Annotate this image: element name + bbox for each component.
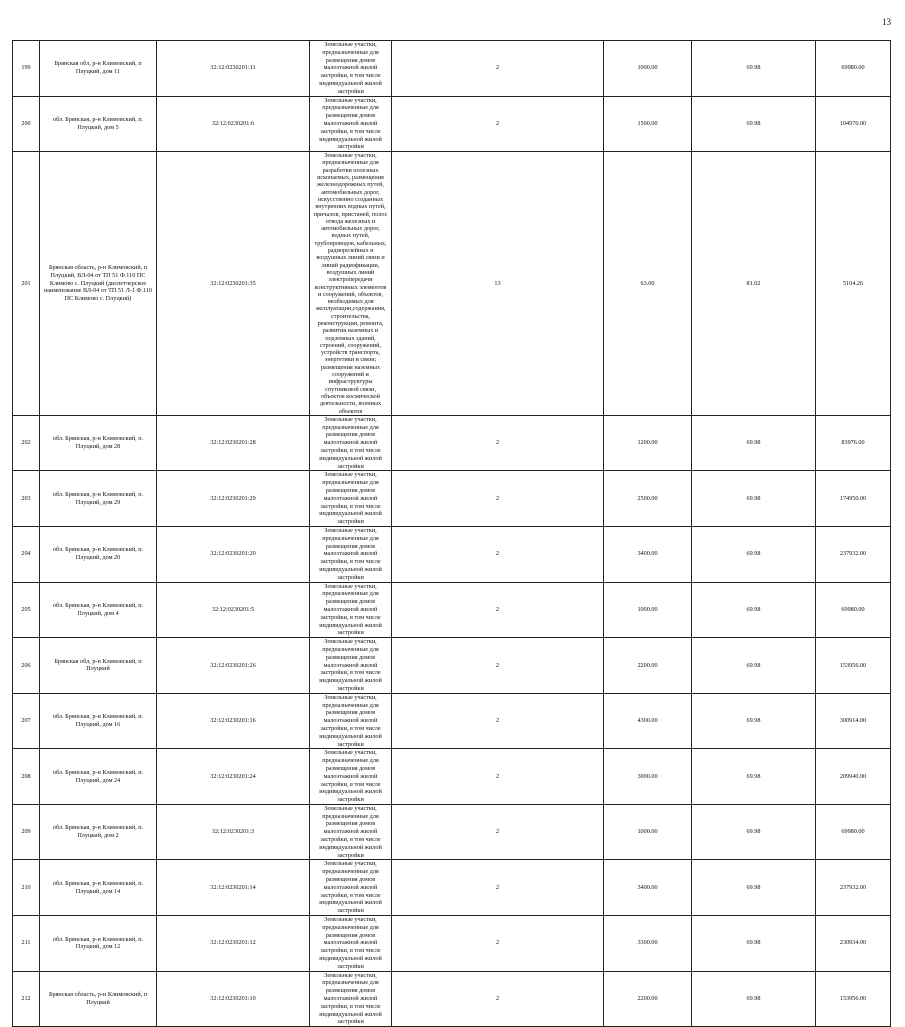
land-use-cell: Земельные участки, предназначенные для размещения домов малоэтажной жилой застройки, в том числе индивидуальной жилой застройки [310, 804, 392, 860]
table-row [13, 860, 891, 916]
row-index: 212 [13, 971, 40, 1027]
row-index: 211 [13, 916, 40, 972]
cadastral-value-cell: 5104.26 [816, 152, 891, 416]
row-index: 208 [13, 749, 40, 805]
use-group-cell: 2 [392, 415, 604, 471]
land-use-cell: Земельные участки, предназначенные для размещения домов малоэтажной жилой застройки, в том числе индивидуальной жилой застройки [310, 638, 392, 694]
address-cell: обл. Брянская, р-н Климовский, п. Плуцкий, дом 2 [40, 804, 157, 860]
unit-value-cell: 69.98 [692, 804, 816, 860]
address-cell: Брянская область, р-н Климовский, п Плуцкий, ВЛ-04 от ТП 51 Ф.110 ПС Климово с. Плуцкий (диспетчерское наименование ВЛ-04 от ТП 51 Л-1 Ф.110 ПС Климово с. Плуцкий) [40, 152, 157, 416]
cadastral-value-cell: 69980.00 [816, 41, 891, 97]
unit-value-cell: 69.98 [692, 971, 816, 1027]
unit-value-cell: 69.98 [692, 582, 816, 638]
table-row [13, 804, 891, 860]
address-cell: Брянская обл, р-н Климовский, п Плуцкий, дом 11 [40, 41, 157, 97]
area-cell: 2500.00 [604, 471, 692, 527]
table-row [13, 152, 891, 416]
cadastral-value-cell: 104970.00 [816, 96, 891, 152]
cadastral-value-cell: 237932.00 [816, 527, 891, 583]
address-cell: Брянская область, р-н Климовский, п Плуцкий [40, 971, 157, 1027]
land-use-cell: Земельные участки, предназначенные для размещения домов малоэтажной жилой застройки, в том числе индивидуальной жилой застройки [310, 582, 392, 638]
cadastral-number-cell: 32:12:0230201:3 [157, 804, 310, 860]
address-cell: обл. Брянская, р-н Климовский, п. Плуцкий, дом 12 [40, 916, 157, 972]
land-use-cell: Земельные участки, предназначенные для размещения домов малоэтажной жилой застройки, в том числе индивидуальной жилой застройки [310, 860, 392, 916]
row-index: 205 [13, 582, 40, 638]
unit-value-cell: 69.98 [692, 693, 816, 749]
address-cell: обл. Брянская, р-н Климовский, п. Плуцкий, дом 20 [40, 527, 157, 583]
use-group-cell: 2 [392, 527, 604, 583]
area-cell: 2200.00 [604, 638, 692, 694]
table-row [13, 96, 891, 152]
use-group-cell: 2 [392, 638, 604, 694]
use-group-cell: 2 [392, 971, 604, 1027]
cadastral-value-cell: 69980.00 [816, 804, 891, 860]
use-group-cell: 2 [392, 582, 604, 638]
table-body [13, 41, 891, 1027]
unit-value-cell: 69.98 [692, 415, 816, 471]
unit-value-cell: 69.98 [692, 96, 816, 152]
area-cell: 3400.00 [604, 527, 692, 583]
use-group-cell: 2 [392, 471, 604, 527]
land-use-cell: Земельные участки, предназначенные для размещения домов малоэтажной жилой застройки, в том числе индивидуальной жилой застройки [310, 971, 392, 1027]
use-group-cell: 2 [392, 860, 604, 916]
land-registry-table [12, 40, 891, 1027]
table-row [13, 916, 891, 972]
address-cell: обл. Брянская, р-н Климовский, п. Плуцкий, дом 5 [40, 96, 157, 152]
use-group-cell: 2 [392, 916, 604, 972]
unit-value-cell: 69.98 [692, 527, 816, 583]
cadastral-number-cell: 32:12:0230201:29 [157, 471, 310, 527]
area-cell: 3000.00 [604, 749, 692, 805]
row-index: 203 [13, 471, 40, 527]
area-cell: 1000.00 [604, 582, 692, 638]
address-cell: обл. Брянская, р-н Климовский, п. Плуцкий, дом 24 [40, 749, 157, 805]
unit-value-cell: 69.98 [692, 916, 816, 972]
land-use-cell: Земельные участки, предназначенные для размещения домов малоэтажной жилой застройки, в том числе индивидуальной жилой застройки [310, 41, 392, 97]
land-use-cell: Земельные участки, предназначенные для размещения домов малоэтажной жилой застройки, в том числе индивидуальной жилой застройки [310, 693, 392, 749]
area-cell: 3300.00 [604, 916, 692, 972]
table-row [13, 749, 891, 805]
address-cell: обл. Брянская, р-н Климовский, п. Плуцкий, дом 29 [40, 471, 157, 527]
use-group-cell: 2 [392, 693, 604, 749]
table-row [13, 582, 891, 638]
cadastral-number-cell: 32:12:0230201:35 [157, 152, 310, 416]
row-index: 204 [13, 527, 40, 583]
cadastral-value-cell: 230934.00 [816, 916, 891, 972]
row-index: 201 [13, 152, 40, 416]
cadastral-value-cell: 174950.00 [816, 471, 891, 527]
area-cell: 3400.00 [604, 860, 692, 916]
unit-value-cell: 69.98 [692, 749, 816, 805]
cadastral-number-cell: 32:12:0230201:16 [157, 693, 310, 749]
table-row [13, 527, 891, 583]
address-cell: Брянская обл, р-н Климовский, п Плуцкий [40, 638, 157, 694]
cadastral-number-cell: 32:12:0230201:20 [157, 527, 310, 583]
area-cell: 2200.00 [604, 971, 692, 1027]
cadastral-number-cell: 32:12:0230201:11 [157, 41, 310, 97]
use-group-cell: 13 [392, 152, 604, 416]
land-use-cell: Земельные участки, предназначенные для размещения домов малоэтажной жилой застройки, в том числе индивидуальной жилой застройки [310, 415, 392, 471]
address-cell: обл. Брянская, р-н Климовский, п. Плуцкий, дом 4 [40, 582, 157, 638]
unit-value-cell: 69.98 [692, 860, 816, 916]
unit-value-cell: 81.02 [692, 152, 816, 416]
area-cell: 63.00 [604, 152, 692, 416]
page-number: 13 [882, 17, 891, 27]
cadastral-number-cell: 32:12:0230201:5 [157, 582, 310, 638]
land-use-cell: Земельные участки, предназначенные для размещения домов малоэтажной жилой застройки, в том числе индивидуальной жилой застройки [310, 471, 392, 527]
row-index: 202 [13, 415, 40, 471]
use-group-cell: 2 [392, 41, 604, 97]
cadastral-number-cell: 32:12:0230201:26 [157, 638, 310, 694]
unit-value-cell: 69.98 [692, 471, 816, 527]
row-index: 207 [13, 693, 40, 749]
cadastral-value-cell: 83976.00 [816, 415, 891, 471]
cadastral-number-cell: 32:12:0230201:28 [157, 415, 310, 471]
table-row [13, 971, 891, 1027]
row-index: 200 [13, 96, 40, 152]
land-use-cell: Земельные участки, предназначенные для размещения домов малоэтажной жилой застройки, в том числе индивидуальной жилой застройки [310, 749, 392, 805]
cadastral-value-cell: 153956.00 [816, 638, 891, 694]
table-row [13, 471, 891, 527]
cadastral-value-cell: 209940.00 [816, 749, 891, 805]
cadastral-number-cell: 32:12:0230201:24 [157, 749, 310, 805]
address-cell: обл. Брянская, р-н Климовский, п. Плуцкий, дом 28 [40, 415, 157, 471]
use-group-cell: 2 [392, 96, 604, 152]
use-group-cell: 2 [392, 749, 604, 805]
row-index: 199 [13, 41, 40, 97]
area-cell: 4300.00 [604, 693, 692, 749]
cadastral-number-cell: 32:12:0230201:6 [157, 96, 310, 152]
cadastral-number-cell: 32:12:0230201:10 [157, 971, 310, 1027]
table-row [13, 638, 891, 694]
row-index: 210 [13, 860, 40, 916]
area-cell: 1000.00 [604, 804, 692, 860]
row-index: 209 [13, 804, 40, 860]
land-use-cell: Земельные участки, предназначенные для разработки полезных ископаемых, размещения железнодорожных путей, автомобильных дорог, искусственно созданных внутренних водных путей, причалов, пристаней, полос отвода железных и автомобильных дорог, водных путей, трубопроводов, кабельных, радиорелейных и воздушных линий связи и линий радиофикации, воздушных линий электропередачи конструктивных элементов и сооружений, объектов, необходимых для эксплуатации,содержания, строительства, реконструкции, ремонта, развития наземных и подземных зданий, строений, сооружений, устройств транспорта, энергетики и связи; размещения наземных сооружений и инфраструктуры спутниковой связи, объектов космической деятельности, военных объектов [310, 152, 392, 416]
table-row [13, 693, 891, 749]
cadastral-value-cell: 69980.00 [816, 582, 891, 638]
area-cell: 1500.00 [604, 96, 692, 152]
area-cell: 1000.00 [604, 41, 692, 97]
land-use-cell: Земельные участки, предназначенные для размещения домов малоэтажной жилой застройки, в том числе индивидуальной жилой застройки [310, 96, 392, 152]
row-index: 206 [13, 638, 40, 694]
cadastral-value-cell: 300914.00 [816, 693, 891, 749]
land-use-cell: Земельные участки, предназначенные для размещения домов малоэтажной жилой застройки, в том числе индивидуальной жилой застройки [310, 916, 392, 972]
unit-value-cell: 69.98 [692, 638, 816, 694]
cadastral-number-cell: 32:12:0230201:14 [157, 860, 310, 916]
area-cell: 1200.00 [604, 415, 692, 471]
address-cell: обл. Брянская, р-н Климовский, п. Плуцкий, дом 14 [40, 860, 157, 916]
table-row [13, 41, 891, 97]
land-use-cell: Земельные участки, предназначенные для размещения домов малоэтажной жилой застройки, в том числе индивидуальной жилой застройки [310, 527, 392, 583]
table-row [13, 415, 891, 471]
cadastral-value-cell: 237932.00 [816, 860, 891, 916]
cadastral-number-cell: 32:12:0230201:12 [157, 916, 310, 972]
cadastral-value-cell: 153956.00 [816, 971, 891, 1027]
use-group-cell: 2 [392, 804, 604, 860]
address-cell: обл. Брянская, р-н Климовский, п. Плуцкий, дом 16 [40, 693, 157, 749]
unit-value-cell: 69.98 [692, 41, 816, 97]
